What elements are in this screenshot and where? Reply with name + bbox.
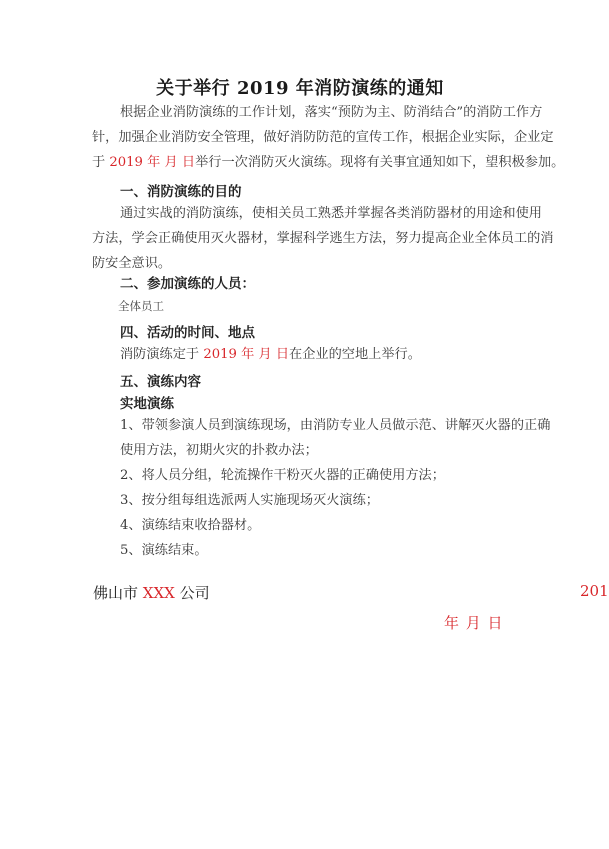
intro-line-3-suffix: 举行一次消防灭火演练。现将有关事宜通知如下，望积极参加。: [195, 155, 565, 170]
section-5-item-5: 5、演练结束。: [120, 543, 208, 558]
section-2-content: 全体员工: [118, 299, 164, 313]
footer-date: 年 月 日: [444, 614, 504, 632]
intro-line-3: [92, 150, 564, 175]
intro-date: 2019 年 月 日: [109, 155, 196, 170]
intro-line-1: 根据企业消防演练的工作计划，落实“预防为主、防消结合”的消防工作方: [120, 105, 543, 120]
section-5-item-1-line-2: 使用方法，初期火灾的扑救办法；: [120, 443, 318, 458]
section-2-heading: 二、参加演练的人员：: [120, 276, 255, 292]
section-4-date: 2019 年 月 日: [203, 347, 290, 362]
section-4-prefix: 消防演练定于: [120, 347, 204, 362]
section-4-suffix: 在企业的空地上举行。: [289, 347, 421, 362]
intro-line-2: 针，加强企业消防安全管理，做好消防防范的宣传工作，根据企业实际，企业定: [92, 130, 554, 145]
section-5-item-4: 4、演练结束收拾器材。: [120, 518, 261, 533]
footer-company-placeholder: XXX: [142, 584, 175, 602]
section-5-heading: 五、演练内容: [120, 374, 201, 390]
footer-year: 201: [580, 582, 609, 600]
intro-line-3-prefix: 于: [92, 155, 110, 170]
footer-company: [93, 582, 210, 603]
section-4-heading: 四、活动的时间、地点: [120, 325, 255, 341]
section-1-line-1: 通过实战的消防演练，使相关员工熟悉并掌握各类消防器材的用途和使用: [120, 206, 542, 221]
section-5-item-2: 2、将人员分组，轮流操作干粉灭火器的正确使用方法；: [120, 468, 445, 483]
footer-company-suffix: 公司: [174, 584, 210, 602]
section-5-subheading: 实地演练: [120, 396, 174, 412]
footer-company-prefix: 佛山市: [93, 584, 143, 602]
document-title: 关于举行 2019 年消防演练的通知: [156, 78, 444, 99]
section-1-line-3: 防安全意识。: [92, 256, 172, 271]
section-5-item-1-line-1: 1、带领参演人员到演练现场，由消防专业人员做示范、讲解灭火器的正确: [120, 418, 551, 433]
section-5-item-3: 3、按分组每组选派两人实施现场灭火演练；: [120, 493, 379, 508]
section-1-heading: 一、消防演练的目的: [120, 184, 242, 200]
section-1-line-2: 方法，学会正确使用灭火器材，掌握科学逃生方法，努力提高企业全体员工的消: [92, 231, 554, 246]
section-4-line: [120, 342, 421, 367]
